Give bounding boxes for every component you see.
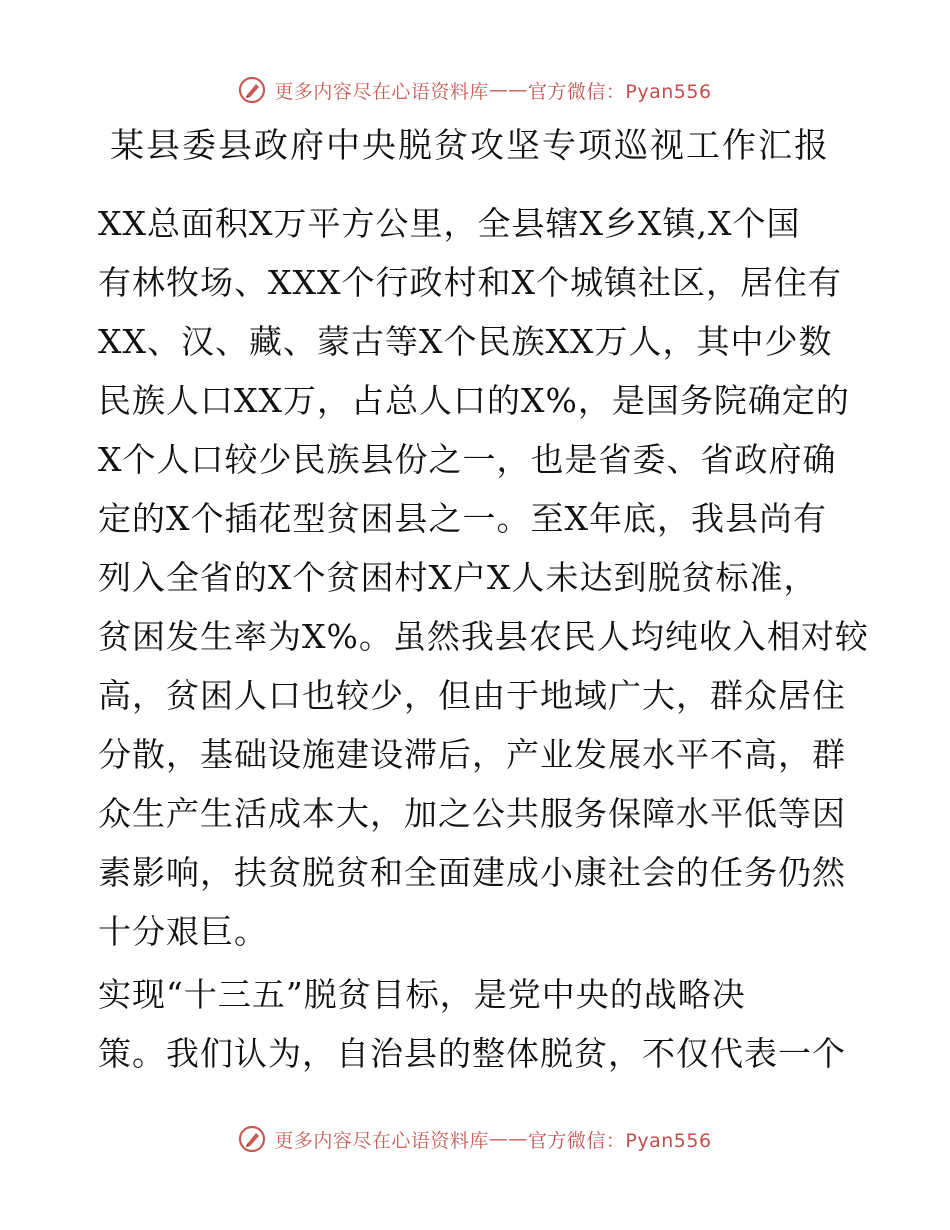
paragraph-line: 定的X个插花型贫困县之一。至X年底，我县尚有 bbox=[98, 499, 827, 538]
pen-logo-icon bbox=[238, 1125, 266, 1153]
paragraph-1 bbox=[98, 194, 869, 961]
paragraph-line: 列入全省的X个贫困村X户X人未达到脱贫标准， bbox=[98, 558, 818, 597]
paragraph-line: 素影响，扶贫脱贫和全面建成小康社会的任务仍然 bbox=[98, 853, 846, 892]
paragraph-line: 分散，基础设施建设滞后，产业发展水平不高，群 bbox=[98, 735, 846, 774]
header-watermark bbox=[0, 76, 950, 104]
paragraph-line: 众生产生活成本大，加之公共服务保障水平低等因 bbox=[98, 794, 846, 833]
watermark-contact: 官方微信：Pyan556 bbox=[527, 80, 712, 103]
paragraph-line: 民族人口XX万，占总人口的X%，是国务院确定的 bbox=[98, 381, 850, 420]
watermark-separator: —— bbox=[488, 1128, 528, 1150]
watermark-text: 更多内容尽在心语资料库 bbox=[274, 80, 489, 103]
paragraph-line: 十分艰巨。 bbox=[98, 912, 268, 951]
document-title: 某县委县政府中央脱贫攻坚专项巡视工作汇报 bbox=[110, 126, 830, 166]
pen-logo-icon bbox=[238, 76, 266, 104]
watermark-contact: 官方微信：Pyan556 bbox=[527, 1129, 712, 1152]
paragraph-line: 高，贫困人口也较少，但由于地域广大，群众居住 bbox=[98, 676, 846, 715]
paragraph-line: X个人口较少民族县份之一，也是省委、省政府确 bbox=[98, 440, 837, 479]
paragraph-line: XX总面积X万平方公里，全县辖X乡X镇,X个国 bbox=[98, 204, 801, 243]
paragraph-line: 有林牧场、XXX个行政村和X个城镇社区，居住有 bbox=[98, 263, 842, 302]
paragraph-line: 贫困发生率为X%。虽然我县农民人均纯收入相对较 bbox=[98, 617, 869, 656]
paragraph-line: 策。我们认为，自治县的整体脱贫，不仅代表一个 bbox=[98, 1034, 846, 1073]
paragraph-line: XX、汉、藏、蒙古等X个民族XX万人，其中少数 bbox=[98, 322, 833, 361]
watermark-separator: —— bbox=[488, 79, 528, 101]
paragraph-line: 实现“十三五”脱贫目标，是党中央的战略决 bbox=[98, 975, 746, 1014]
footer-watermark bbox=[0, 1125, 950, 1153]
watermark-text: 更多内容尽在心语资料库 bbox=[274, 1129, 489, 1152]
paragraph-2 bbox=[98, 965, 858, 1083]
